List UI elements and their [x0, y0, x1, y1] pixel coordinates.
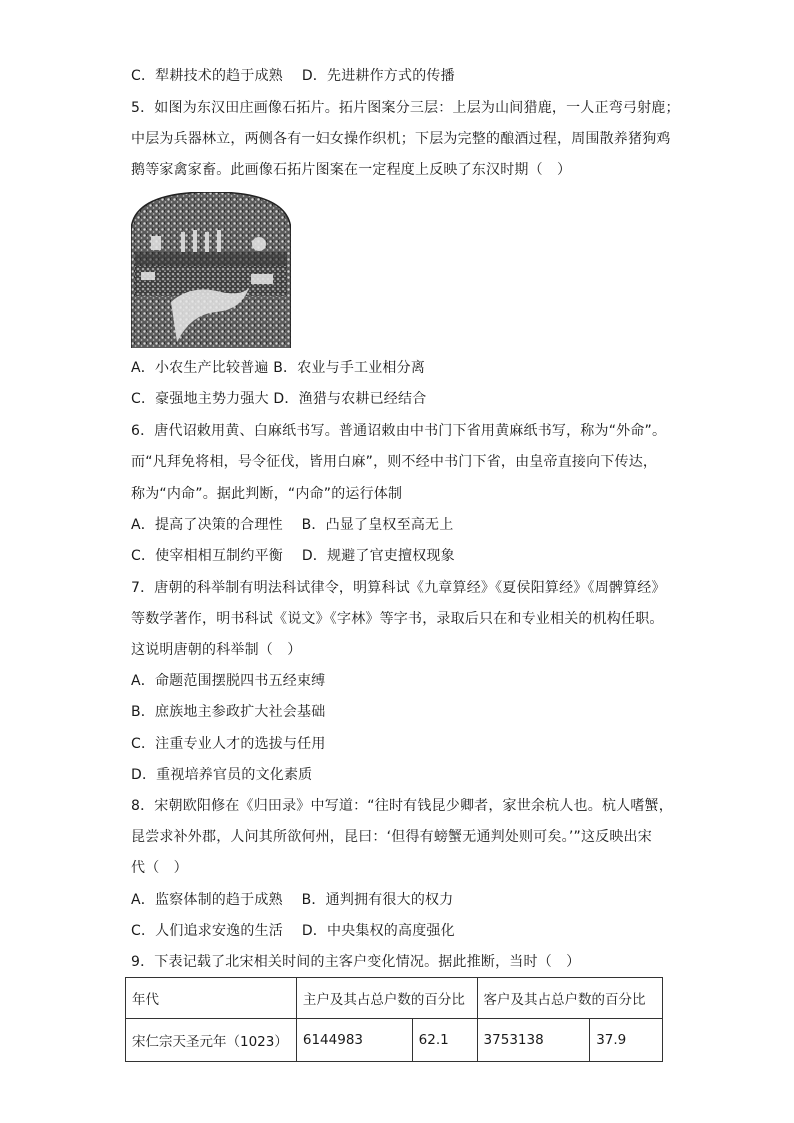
table-cell: 6144983	[296, 1019, 412, 1062]
table-row	[126, 1019, 663, 1062]
table-cell: 62.1	[412, 1019, 477, 1062]
option-6-ab: A．提高了决策的合理性 B．凸显了皇权至高无上	[131, 517, 454, 533]
option-7-c: C．注重专业人才的选拔与任用	[131, 736, 326, 752]
question-5-stem: 5．如图为东汉田庄画像石拓片。拓片图案分三层：上层为山间猎鹿，一人正弯弓射鹿；	[131, 100, 680, 116]
table-cell: 3753138	[477, 1019, 590, 1062]
option-5-ab: A．小农生产比较普遍 B．农业与手工业相分离	[131, 360, 426, 376]
option-7-d: D．重视培养官员的文化素质	[131, 767, 313, 783]
question-7-stem: 7．唐朝的科举制有明法科试律令，明算科试《九章算经》《夏侯阳算经》《周髀算经》	[131, 580, 666, 596]
question-8-stem: 8．宋朝欧阳修在《归田录》中写道：“往时有钱昆少卿者，家世余杭人也。杭人嗜蟹，	[131, 798, 673, 814]
table-header-row	[126, 978, 663, 1019]
option-8-ab: A．监察体制的趋于成熟 B．通判拥有很大的权力	[131, 892, 454, 908]
option-7-a: A．命题范围摆脱四书五经束缚	[131, 673, 326, 689]
table-header-cell: 主户及其占总户数的百分比	[296, 978, 477, 1019]
option-5-cd: C．豪强地主势力强大 D．渔猎与农耕已经结合	[131, 391, 427, 407]
question-6-stem-2: 而“凡拜免将相，号令征伐，皆用白麻”，则不经中书门下省，由皇帝直接向下传达，	[131, 454, 658, 470]
question-5-stem-2: 中层为兵器林立，两侧各有一妇女操作织机；下层为完整的酿酒过程，周围散养猪狗鸡	[131, 131, 671, 147]
question-7-stem-2: 等数学著作，明书科试《说文》《字林》等字书，录取后只在和专业相关的机构任职。	[131, 611, 664, 627]
option-6-cd: C．使宰相相互制约平衡 D．规避了官吏擅权现象	[131, 548, 455, 564]
question-7-stem-3: 这说明唐朝的科举制（ ）	[131, 642, 302, 658]
question-6-stem: 6．唐代诏敕用黄、白麻纸书写。普通诏敕由中书门下省用黄麻纸书写，称为“外命”。	[131, 423, 667, 439]
table-header-cell: 客户及其占总户数的百分比	[477, 978, 662, 1019]
table-cell: 37.9	[590, 1019, 663, 1062]
stone-rubbing-image	[131, 192, 291, 348]
question-6-stem-3: 称为“内命”。据此判断，“内命”的运行体制	[131, 486, 403, 502]
line-1: C．犁耕技术的趋于成熟 D．先进耕作方式的传播	[131, 68, 455, 84]
question-8-stem-2: 昆尝求补外郡，人问其所欲何州，昆曰：‘但得有螃蟹无通判处则可矣。’”这反映出宋	[131, 829, 652, 845]
table-header-cell: 年代	[126, 978, 297, 1019]
option-7-b: B．庶族地主参政扩大社会基础	[131, 704, 326, 720]
table-cell: 宋仁宗天圣元年（1023）	[126, 1019, 297, 1062]
household-table	[125, 977, 663, 1062]
question-9-stem: 9．下表记载了北宋相关时间的主客户变化情况。据此推断，当时（ ）	[131, 954, 581, 970]
option-8-cd: C．人们追求安逸的生活 D．中央集权的高度强化	[131, 923, 455, 939]
question-8-stem-3: 代（ ）	[131, 860, 188, 876]
question-5-stem-3: 鹅等家禽家畜。此画像石拓片图案在一定程度上反映了东汉时期（ ）	[131, 162, 572, 178]
